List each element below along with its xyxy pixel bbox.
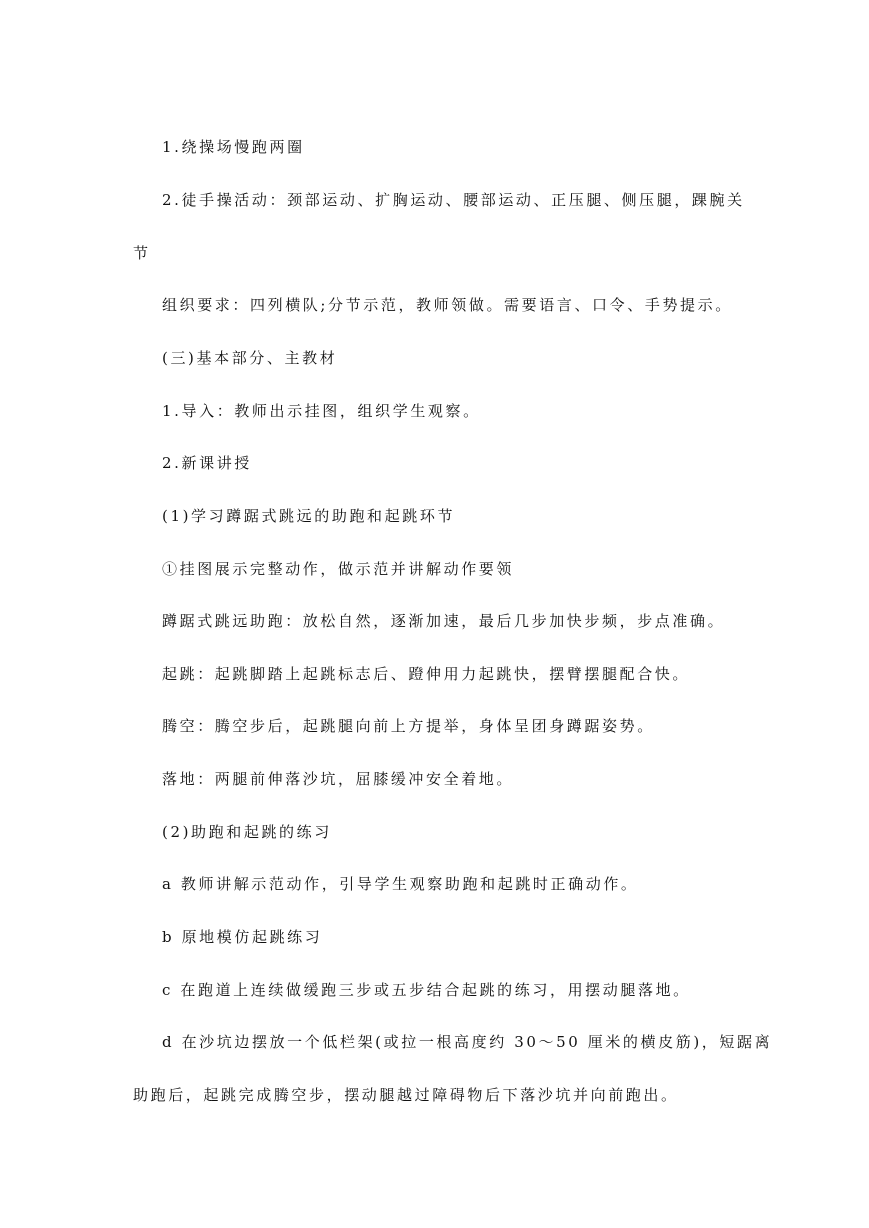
subheading-practice: (2)助跑和起跳的练习	[162, 823, 332, 841]
text-line-calisthenics: 2.徒手操活动：颈部运动、扩胸运动、腰部运动、正压腿、侧压腿，踝腕关	[162, 191, 745, 209]
text-line-warmup-jog: 1.绕操场慢跑两圈	[162, 138, 305, 156]
text-line-approach: 蹲踞式跳远助跑：放松自然，逐渐加速，最后几步加快步频，步点准确。	[162, 612, 726, 630]
text-line-wall-chart: ①挂图展示完整动作，做示范并讲解动作要领	[162, 560, 515, 578]
text-line-new-lesson: 2.新课讲授	[162, 454, 252, 472]
section-heading-basic-part: (三)基本部分、主教材	[162, 349, 338, 367]
text-line-practice-a: a 教师讲解示范动作，引导学生观察助跑和起跳时正确动作。	[162, 875, 639, 893]
text-line-landing: 落地：两腿前伸落沙坑，屈膝缓冲安全着地。	[162, 770, 515, 788]
text-line-practice-d: d 在沙坑边摆放一个低栏架(或拉一根高度约 30～50 厘米的横皮筋)，短踞离	[162, 1033, 773, 1051]
subheading-approach-takeoff: (1)学习蹲踞式跳远的助跑和起跳环节	[162, 507, 456, 525]
text-line-practice-d-continued: 助跑后，起跳完成腾空步，摆动腿越过障碍物后下落沙坑并向前跑出。	[133, 1086, 679, 1104]
text-line-takeoff: 起跳：起跳脚踏上起跳标志后、蹬伸用力起跳快，摆臂摆腿配合快。	[162, 665, 691, 683]
text-line-organization: 组织要求：四列横队;分节示范，教师领做。需要语言、口令、手势提示。	[162, 296, 733, 314]
text-line-calisthenics-continued: 节	[133, 244, 151, 262]
text-line-practice-b: b 原地模仿起跳练习	[162, 928, 323, 946]
text-line-introduction: 1.导入：教师出示挂图，组织学生观察。	[162, 402, 481, 420]
text-line-practice-c: c 在跑道上连续做缓跑三步或五步结合起跳的练习，用摆动腿落地。	[162, 981, 691, 999]
text-line-flight: 腾空：腾空步后，起跳腿向前上方提举，身体呈团身蹲踞姿势。	[162, 717, 655, 735]
